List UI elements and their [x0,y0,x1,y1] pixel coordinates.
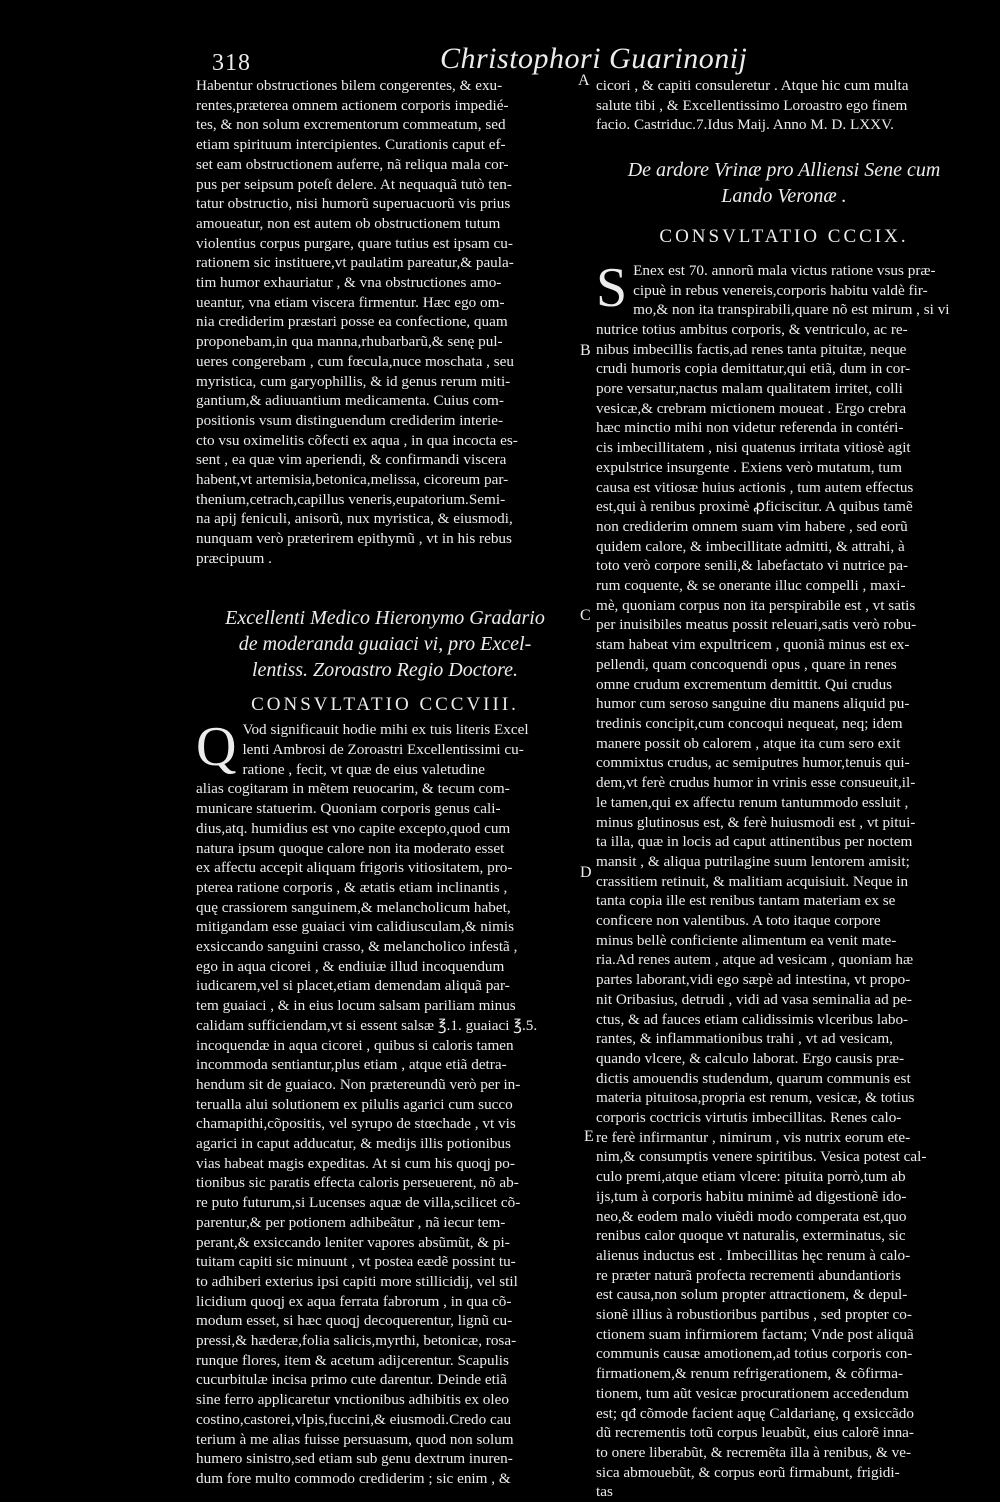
text-line: tim humor exhauriatur , & vna obstructiones amo- [196,274,502,292]
text-line: ctionem suam infirmiorem factam; Vnde post aliquã [596,1325,914,1343]
text-line: perant,& exsiccando leniter vapores absũmũt, & pi- [196,1233,510,1251]
text-line: salute tibi , & Excellentissimo Loroastro ego finem [596,96,908,114]
text-line: ijs,tum à corporis habitu minimè ad digestionẽ ido- [596,1187,907,1205]
right-paragraph-2 [596,256,972,1502]
text-line: incommoda sentiantur,plus etiam , atque etiã detra- [196,1056,507,1074]
text-line: cis imbecillitatem , nisi quatenus irritata vitiosè agit [596,439,911,457]
text-line: re ferè infirmantur , nimirum , vis nutrix eorum ete- [596,1128,911,1146]
text-line: facio. Castriduc.7.Idus Maij. Anno M. D. LXXV. [596,116,894,134]
text-line: nia crediderim præstari posse ea confectione, quam [196,313,508,331]
text-line: lenti Ambrosi de Zoroastri Excellentissimi cu- [242,740,524,758]
text-line: sica abmouebũt, & corpus eorũ firmabunt, frigidi- [596,1463,900,1481]
text-line: ratione , fecit, vt quæ de eius valetudine [242,760,485,778]
text-line: licidium quoqj ex aqua ferrata fabrorum , in qua cõ- [196,1292,512,1310]
text-line: amoueatur, non est autem ob obstructionem tutum [196,214,501,232]
text-line: nunquam verò præterirem epithymũ , vt in his rebus [196,530,512,548]
text-line: materia pituitosa,propria est renum, vesicæ, & totius [596,1089,915,1107]
text-line: mè, quoniam corpus non ita perspirabile est , vt satis [596,596,916,614]
text-line: dem,vt ferè crudus humor in vrinis esse consueuit,il- [596,774,916,792]
text-line: humero sinistro,sed etiam sub genu dextrum inuren- [196,1450,513,1468]
text-line: tanta copia ille est renibus tantam materiam ex se [596,892,896,910]
heading-line: lentiss. Zoroastro Regio Doctore. [251,658,519,681]
text-line: rationem sic instituere,vt paulatim pareatur,& paula- [196,254,514,272]
text-line: hæc minctio mihi non videtur referenda in contéri- [596,419,904,437]
text-line: Vod significauit hodie mihi ex tuis literis Excel [242,721,529,739]
text-line: tredinis concipit,cum concoqui nequeat, neq; idem [596,714,903,732]
text-line: ueres congerebam , cum fœcula,nuce moschata , seu [196,352,514,370]
text-line: quando vlcere, & calculo laborat. Ergo causis præ- [596,1049,905,1067]
text-line: cucurbitulæ incisa primo cute darentur. Deinde etiã [196,1371,507,1389]
text-line: tas [596,1483,613,1501]
text-line: re præter naturã profecta recrementi abundantioris [596,1266,901,1284]
text-line: non crediderim omnem suam vim habere , sed eorũ [596,517,908,535]
right-dropcap: S [596,256,628,319]
text-line: cto vsu oximelitis cõfecti ex aqua , in qua incocta es- [196,431,518,449]
margin-letter-d: D [580,864,592,881]
text-line: positionis vsum distinguendum crediderim interie- [196,411,504,429]
left-consultation-title: CONSVLTATIO CCCVIII. [251,693,519,715]
text-line: to onere liberabũt, & recremẽta illa à renibus, & ve- [596,1444,912,1461]
text-line: dũ recrementis totũ corpus leuabũt, eius calorẽ inna- [596,1424,914,1442]
text-line: ex affectu accepit aliquam frigoris vitiositatem, pro- [196,859,513,877]
right-column [596,76,972,1502]
text-line: sent , ea quæ vim aperiendi, & confirmandi viscera [196,451,507,469]
text-line: iudicarem,vel si placet,etiam demendam aliquã par- [196,977,510,995]
text-line: culo premi,atque etiam vlcere: pituita porrò,tum ab [596,1168,906,1186]
text-line: conficere non valentibus. A toto itaque corpore [596,912,881,930]
text-line: est; qđ cõmode facient aquę Caldarianę, q exsiccãdo [596,1404,914,1422]
text-line: le tamen,qui ex affectu renum tantummodo essluit , [596,793,909,811]
text-line: etiam spirituum intercipientes. Curationis caput ef- [196,136,506,154]
text-line: ego in aqua cicorei , & endiuiæ illud incoquendum [196,957,505,975]
text-line: minus bellè conficiente alimentum ea venit mate- [596,931,897,949]
text-line: thenium,cetrach,capillus veneris,eupatorium.Semi- [196,490,506,508]
text-line: tem guaiaci , & in eius locum salsam pariliam minus [196,997,516,1015]
text-line: runque flores, item & acetum adijcerentur. Scapulis [196,1351,509,1369]
text-line: parentur,& per potionem adhibeãtur , nã iecur tem- [196,1213,506,1231]
text-line: tionibus sic paratis effecta caloris perseuerent, nõ ab- [196,1174,519,1192]
text-line: minus glutinosus est, & ferè huiusmodi est , vt pitui- [596,813,916,831]
text-line: ctus, & ad fauces etiam calidissimis vlceribus labo- [596,1010,909,1028]
text-line: quidem calore, & imbecillitate admitti, & attrahi, à [596,537,905,555]
text-line: renibus calor quoque vt naturalis, exterminatus, sic [596,1227,906,1245]
left-paragraph-2 [196,716,574,1488]
text-line: alienus inductus est . Imbecillitas hęc renum à calo- [596,1246,911,1264]
margin-letter-b: B [580,342,591,359]
text-line: habent,vt artemisia,betonica,melissa, cicoreum par- [196,471,509,489]
text-line: partes laborant,vidi ego sæpè ad intestina, vt propo- [596,971,911,989]
text-line: dictis amouendis studendum, quarum communis est [596,1069,911,1087]
left-consultation-heading [196,605,574,683]
text-line: violentius corpus purgare, quare tutius est ipsam cu- [196,234,513,252]
text-line: incoquendæ in aqua cicorei , quibus si caloris tamen [196,1036,514,1054]
text-line: humor cum seroso sanguine diu manens aliquid pu- [596,695,910,713]
text-line: agarici in caput adducatur, & medijs illis potionibus [196,1135,511,1153]
text-line: tuitam capiti sic minuunt , vt postea eædẽ possint tu- [196,1253,516,1271]
heading-line: Lando Veronæ . [721,185,847,208]
text-line: nit Oribasius, detrudi , vidi ad vasa seminalia ad pe- [596,990,912,1008]
margin-letter-e: E [584,1128,594,1145]
text-line: terualla alui solutionem ex pilulis agarici cum succo [196,1095,513,1113]
text-line: mo,& non ita transpirabili,quare nõ est mirum , si vi [633,301,950,319]
text-line: pore versatur,nactus malam qualitatem irritet, colli [596,380,903,398]
text-line: commixtus crudus, ac semiputres humor,tenuis qui- [596,754,910,772]
text-line: nibus imbecillis factis,ad renes tanta pituitæ, neque [596,340,907,358]
text-line: vias habeat magis expeditas. At si cum his quoqj po- [196,1154,515,1172]
text-line: re puto futurum,si Lucenses aquæ de villa,scilicet cõ- [196,1194,521,1212]
text-line: proponebam,in qua manna,rhubarbarũ,& senę pul- [196,333,503,351]
text-line: nim,& consumptis venere spiritibus. Vesica potest cal- [596,1148,927,1166]
text-line: exsiccando sanguini crasso, & melancholico infestã , [196,938,518,956]
text-line: toto verò corpore senili,& labefactato vi nutrice pa- [596,557,909,575]
text-line: pus per seipsum poteſt delere. At nequaquã tutò ten- [196,175,512,193]
text-line: tes, & non solum excrementorum commeatum, sed [196,116,506,134]
text-line: rantes, & inflammationibus trahi , vt ad vesicam, [596,1030,893,1048]
text-line: terium à me alias fuisse persuasum, quod non solum [196,1430,514,1448]
text-line: per inuisibiles meatus possit releuari,satis verò robu- [596,616,917,634]
text-line: myristica, cum garyophillis, & id genus rerum miti- [196,372,511,390]
margin-letter-c: C [580,607,591,624]
text-line: ueantur, vna etiam viscera firmentur. Hæc ego om- [196,293,505,311]
text-line: omne crudum excrementum demittit. Qui crudus [596,675,893,693]
text-line: calidam sufficiendam,vt si essent salsæ ℥.1. guaiaci ℥.5. [196,1016,538,1034]
text-line: pressi,& hæderæ,folia salicis,myrthi, betonicæ, rosa- [196,1332,517,1350]
text-line: neo,& eodem malo viuẽdi modo comperata est,quo [596,1207,907,1225]
text-line: tionem, tum aũt vesicæ procurationem accedendum [596,1384,909,1402]
text-line: cipuè in rebus venereis,corporis habitu valdè fir- [633,281,928,299]
text-line: Habentur obstructiones bilem congerentes, & exu- [196,77,503,94]
text-line: hendum sit de guaiaco. Non prætereundũ verò per in- [196,1075,521,1093]
margin-letter-a: A [578,72,590,89]
heading-line: Excellenti Medico Hieronymo Gradario [225,606,545,629]
text-line: Enex est 70. annorũ mala victus ratione vsus præ- [633,261,936,279]
text-line: quę crassiorem sanguinem,& melancholicum habet, [196,898,511,916]
text-line: corporis coctricis virtutis imbecillitas. Renes calo- [596,1109,902,1127]
text-line: municare statuerim. Quoniam corporis genus cali- [196,800,501,818]
left-dropcap: Q [196,716,237,779]
text-line: rum coquente, & se onerante illuc compelli , maxi- [596,577,906,595]
running-title: Christophori Guarinonij [440,42,748,75]
text-line: tatur obstructio, nisi humorũ superuacuorũ vis prius [196,195,511,213]
text-line: pellendi, quam concoquendi opus , quare in renes [596,655,897,673]
text-line: communis causæ amotionem,ad totius corporis con- [596,1345,913,1363]
text-line: dum fore multo commodo crediderim ; sic enim , & [196,1470,511,1487]
text-line: chamapithi,cõpositis, vel syrupo de stœchade , vt vis [196,1115,516,1133]
text-line: stam habeat vim expultricem , quoniã minus est ex- [596,636,910,654]
text-line: na apij feniculi, anisorũ, nux myristica, & eiusmodi, [196,510,513,528]
right-consultation-title: CONSVLTATIO CCCIX. [659,226,909,248]
text-line: manere possit ob calorem , atque ita cum sero exit [596,734,901,752]
text-line: ta illa, quæ in locis ad caput attinentibus per noctem [596,833,913,851]
text-line: mitigandam esse guaiaci vim calidiusculam,& nimis [196,918,515,936]
text-line: sionẽ illius à robustioribus partibus , sed propter co- [596,1306,912,1324]
text-line: set eam obstructionem auferre, nã reliqua mala cor- [196,155,509,173]
text-line: costino,castorei,vlpis,fuccini,& eiusmodi.Credo cau [196,1410,512,1428]
text-line: mansit , & aliqua putrilagine suum lentorem amisit; [596,852,910,870]
text-line: dius,atq. humidius est vno capite excepto,quod cum [196,819,511,837]
right-paragraph-1 [596,76,972,135]
heading-line: De ardore Vrinæ pro Alliensi Sene cum [627,159,941,182]
text-line: est causa,non solum propter attractionem, & depul- [596,1286,908,1304]
text-line: vesicæ,& crebram mictionem moueat . Ergo crebra [596,399,907,417]
text-line: firmationem,& renum refrigerationem, & cõfirma- [596,1365,904,1383]
text-line: gantium,& adiuuantium medicamenta. Cuius com- [196,392,504,410]
text-line: cicori , & capiti consuleretur . Atque hic cum multa [596,77,909,94]
text-line: expulstrice insurgente . Exiens verò mutatum, tum [596,458,902,476]
heading-line: de moderanda guaiaci vi, pro Excel- [238,632,532,655]
text-line: crassitiem retinuit, & malitiam acquisiuit. Neque in [596,872,909,890]
text-line: præcipuum . [196,549,272,567]
page-number: 318 [212,50,251,76]
text-line: ria.Ad renes autem , atque ad vesicam , quoniam hæ [596,951,914,969]
text-line: modum esset, si hæc quoqj decoquerentur, lignũ cu- [196,1312,513,1330]
text-line: natura ipsum quoque calore non ita moderato esset [196,839,505,857]
left-column [196,76,574,1489]
right-consultation-heading [596,157,972,209]
text-line: to adhiberi exterius ipsi capiti more stillicidij, vel stil [196,1272,518,1290]
text-line: rentes,præterea omnem actionem corporis impedié- [196,96,509,114]
left-paragraph-1 [196,76,574,569]
text-line: pterea ratione corporis , & ætatis etiam inclinantis , [196,878,508,896]
text-line: causa est vitiosæ huius actionis , tum autem effectus [596,478,914,496]
text-line: est,qui à renibus proximè ꝓficiscitur. A quibus tamẽ [596,498,913,516]
text-line: nutrice totius ambitus corporis, & ventriculo, ac re- [596,320,908,338]
text-line: alias cogitaram in mẽtem reuocarim, & tecum com- [196,780,510,798]
text-line: sine ferro applicaretur vnctionibus adhibitis ex oleo [196,1391,509,1409]
text-line: crudi humoris copia demittatur,qui etiã, dum in cor- [596,360,911,378]
